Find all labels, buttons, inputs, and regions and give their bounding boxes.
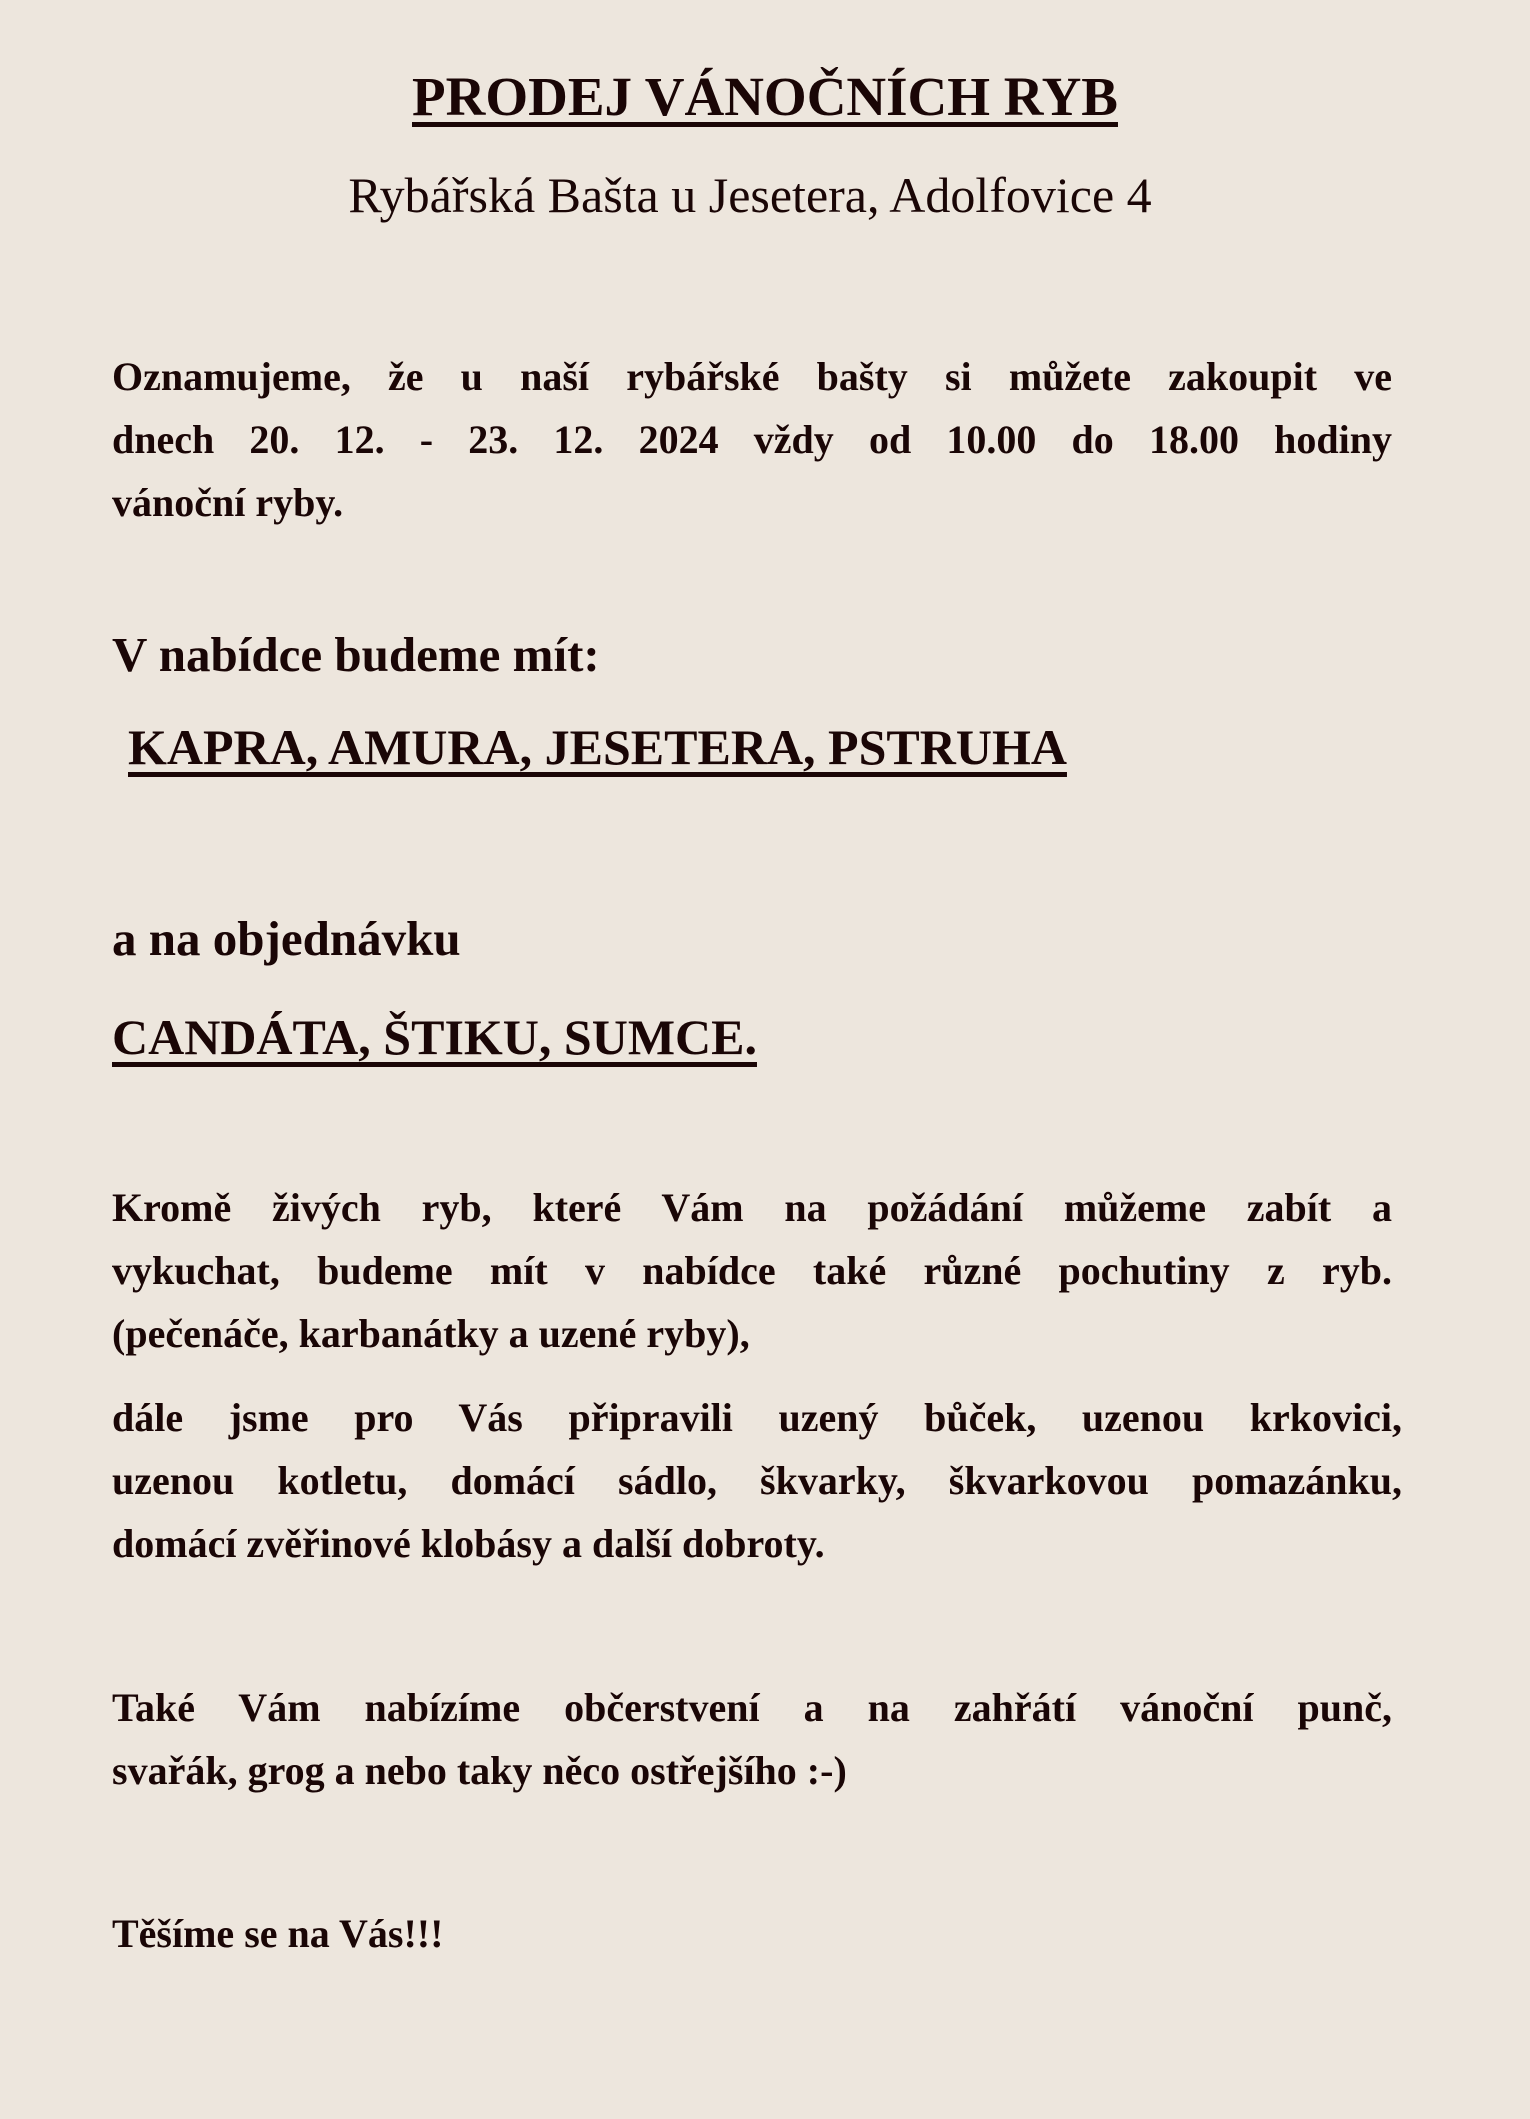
- document-title: [0, 62, 1530, 132]
- order-fish-text: CANDÁTA, ŠTIKU, SUMCE.: [112, 1009, 757, 1065]
- location-subtitle: Rybářská Bašta u Jesetera, Adolfovice 4: [348, 167, 1152, 223]
- extras-meat-paragraph: [112, 1386, 1402, 1575]
- closing-line: Těšíme se na Vás!!!: [112, 1911, 444, 1956]
- offer-heading: V nabídce budeme mít:: [112, 627, 600, 682]
- extras-fish-line: Kromě živých ryb, které Vám na požádání můžeme zabít a: [112, 1185, 1392, 1230]
- announcement-line: dnech 20. 12. - 23. 12. 2024 vždy od 10.00 do 18.00 hodiny: [112, 417, 1392, 462]
- announcement-line: vánoční ryby.: [112, 480, 344, 525]
- extras-fish-paragraph: [112, 1176, 1392, 1365]
- extras-meat-line: dále jsme pro Vás připravili uzený bůček, uzenou krkovici,: [112, 1395, 1402, 1440]
- offer-fish-text: KAPRA, AMURA, JESETERA, PSTRUHA: [128, 719, 1067, 775]
- order-heading: a na objednávku: [112, 911, 461, 966]
- extras-fish-line: (pečenáče, karbanátky a uzené ryby),: [112, 1311, 750, 1356]
- announcement-paragraph: [112, 345, 1392, 534]
- announcement-line: Oznamujeme, že u naší rybářské bašty si můžete zakoupit ve: [112, 354, 1392, 399]
- refreshments-line: Také Vám nabízíme občerstvení a na zahřátí vánoční punč,: [112, 1685, 1392, 1730]
- order-fish-list: [112, 1002, 757, 1072]
- refreshments-paragraph: [112, 1676, 1392, 1802]
- title-text: PRODEJ VÁNOČNÍCH RYB: [412, 66, 1118, 127]
- extras-meat-line: domácí zvěřinové klobásy a další dobroty.: [112, 1521, 825, 1566]
- offer-fish-list: [128, 712, 1067, 782]
- extras-fish-line: vykuchat, budeme mít v nabídce také různé pochutiny z ryb.: [112, 1248, 1392, 1293]
- extras-meat-line: uzenou kotletu, domácí sádlo, škvarky, škvarkovou pomazánku,: [112, 1458, 1402, 1503]
- refreshments-line: svařák, grog a nebo taky něco ostřejšího :-): [112, 1748, 847, 1793]
